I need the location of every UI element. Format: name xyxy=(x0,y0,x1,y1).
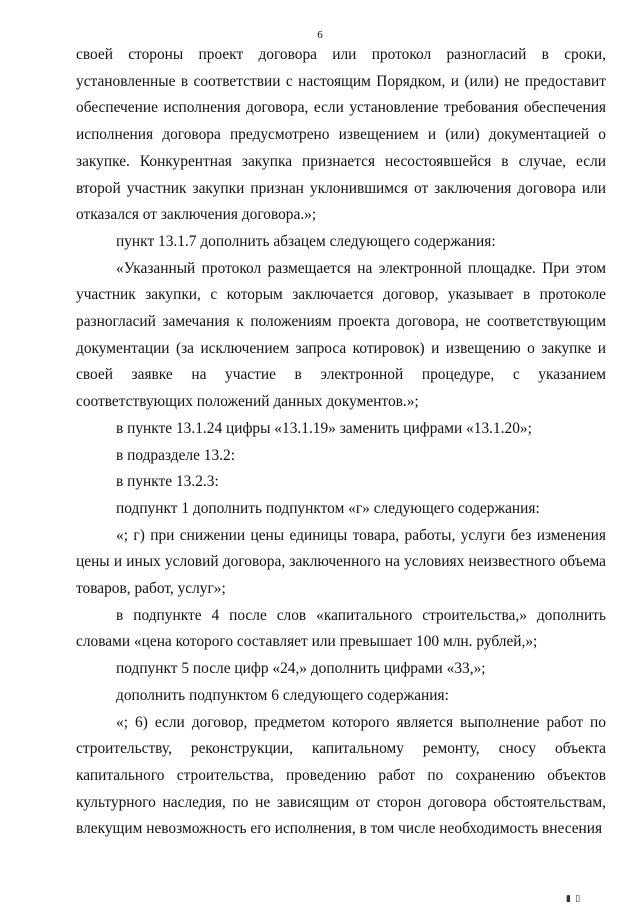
paragraph-subsection-13-2: в подразделе 13.2: xyxy=(116,446,235,464)
paragraph-quote-subitem-6: «; 6) если договор, предметом которого является выполнение работ по строительству, реконструкции, капитальному ремонту, сносу объекта капитального строительства, проведению работ по сохранению объектов культурного наследия, по не зависящим от сторон договора обстоятельствам, влекущим невозможность его исполнения, в том числе необходимость внесения xyxy=(76,713,606,838)
paragraph-continuation: своей стороны проект договора или протокол разногласий в сроки, установленные в соответствии с настоящим Порядком, и (или) не предоставит обеспечение исполнения договора, если установление требования обеспечения исполнения договора предусмотрено извещением и (или) документацией о закупке. Конкурентная закупка признается несостоявшейся в случае, если второй участник закупки признан уклонившимся от заключения договора или отказался от заключения договора.»; xyxy=(76,46,606,224)
paragraph-subitem-4: в подпункте 4 после слов «капитального строительства,» дополнить словами «цена которого составляет или превышает 100 млн. рублей,»; xyxy=(76,606,606,651)
scan-mark: ▮ ▯ xyxy=(566,893,582,903)
paragraph-item-13-2-3: в пункте 13.2.3: xyxy=(116,473,219,491)
paragraph-item-13-1-7: пункт 13.1.7 дополнить абзацем следующего содержания: xyxy=(116,232,496,250)
paragraph-item-13-1-24: в пункте 13.1.24 цифры «13.1.19» заменить цифрами «13.1.20»; xyxy=(116,419,532,437)
paragraph-subitem-1: подпункт 1 дополнить подпунктом «г» следующего содержания: xyxy=(116,499,540,517)
paragraph-subitem-5: подпункт 5 после цифр «24,» дополнить цифрами «33,»; xyxy=(116,660,486,678)
paragraph-add-subitem-6: дополнить подпунктом 6 следующего содержания: xyxy=(116,686,449,704)
page-number: 6 xyxy=(317,29,323,41)
paragraph-quote-subitem-g: «; г) при снижении цены единицы товара, работы, услуги без изменения цены и иных условий договора, заключенного на условиях неизвестного объема товаров, работ, услуг»; xyxy=(76,526,606,598)
paragraph-quote-protocol: «Указанный протокол размещается на электронной площадке. При этом участник закупки, с которым заключается договор, указывает в протоколе разногласий замечания к положениям проекта договора, не соответствующим документации (за исключением запроса котировок) и извещению о закупке и своей заявке на участие в электронной процедуре, с указанием соответствующих положений данных документов.»; xyxy=(76,259,606,411)
document-body xyxy=(76,42,606,843)
